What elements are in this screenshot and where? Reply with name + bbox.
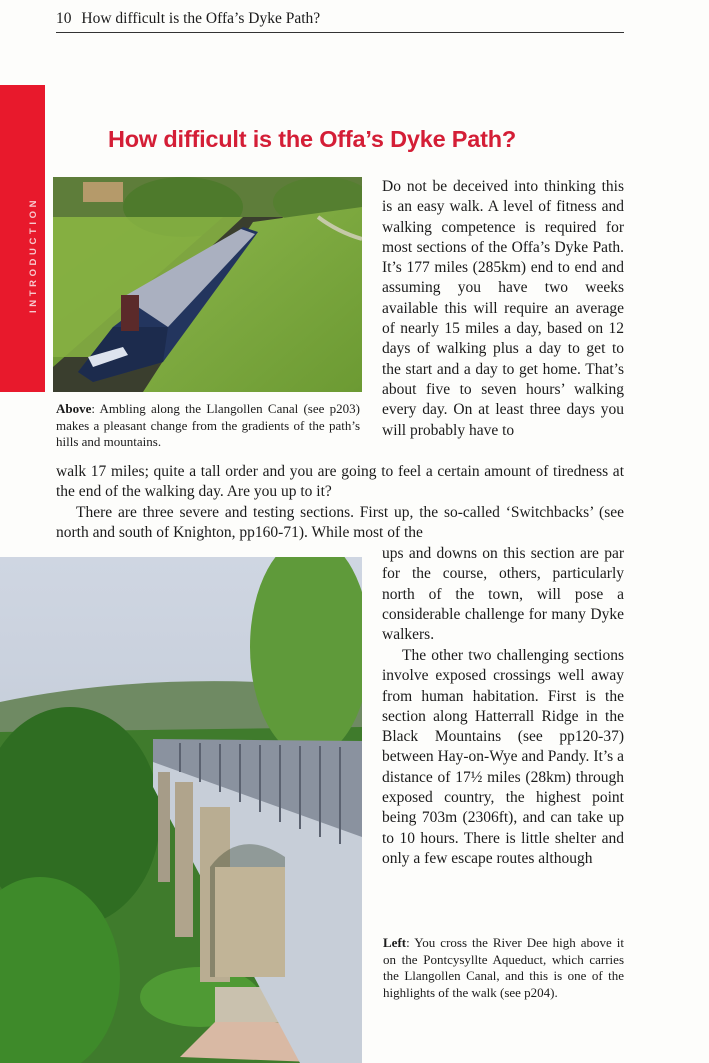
running-head-title: How difficult is the Offa’s Dyke Path? [81,10,321,27]
paragraph-3-narrow: The other two challenging sections involve exposed crossings well away from human habitation. First is the section along Hatterrall Ridge in the Black Mountains (see pp120-37) between Hay-on-Wye and Pandy. It’s a distance of 17½ miles (28km) through exposed country, the highest point being 703m (2306ft), and can take up to 10 hours. There is little shelter and only a few escape routes although [382,647,624,867]
caption-text: : Ambling along the Llangollen Canal (see p203) makes a pleasant change from the gradients of the path’s hills and mountains. [56,401,360,449]
pontcysyllte-aqueduct-photo [0,557,362,1063]
paragraph-2-full: There are three severe and testing sections. First up, the so-called ‘Switchbacks’ (see north and south of Knighton, pp160-71). While most of the [56,504,624,542]
page-number: 10 [56,10,72,27]
paragraph-2-narrow: ups and downs on this section are par for the course, others, particularly north of the town, will pose a considerable challenge for many Dyke walkers. [382,545,624,644]
aqueduct-photo-caption [383,935,624,1001]
paragraph-1-full: walk 17 miles; quite a tall order and you are going to feel a certain amount of tiredness at the end of the walking day. Are you up to it? [56,463,624,501]
section-tab [0,85,45,392]
canal-photo-caption [56,401,360,451]
article-title: How difficult is the Offa’s Dyke Path? [108,126,517,152]
canal-narrowboat-photo [53,177,362,392]
caption-text: : You cross the River Dee high above it on the Pontcysyllte Aqueduct, which carries the Llangollen Canal, and this is one of the highlights of the walk (see p204). [383,935,624,1000]
caption-lead: Left [383,935,407,950]
caption-lead: Above [56,401,92,416]
paragraph-1-narrow: Do not be deceived into thinking this is an easy walk. A level of fitness and walking competence is required for most sections of the Offa’s Dyke Path. It’s 177 miles (285km) end to end and assuming you have two weeks available this will require an average of nearly 15 miles a day, based on 12 days of walking plus a day to get to the start and a day to get home. That’s about five to seven hours’ walking every day. On at least three days you will probably have to [382,178,624,439]
running-head [56,8,624,33]
section-tab-label: INTRODUCTION [28,196,39,313]
